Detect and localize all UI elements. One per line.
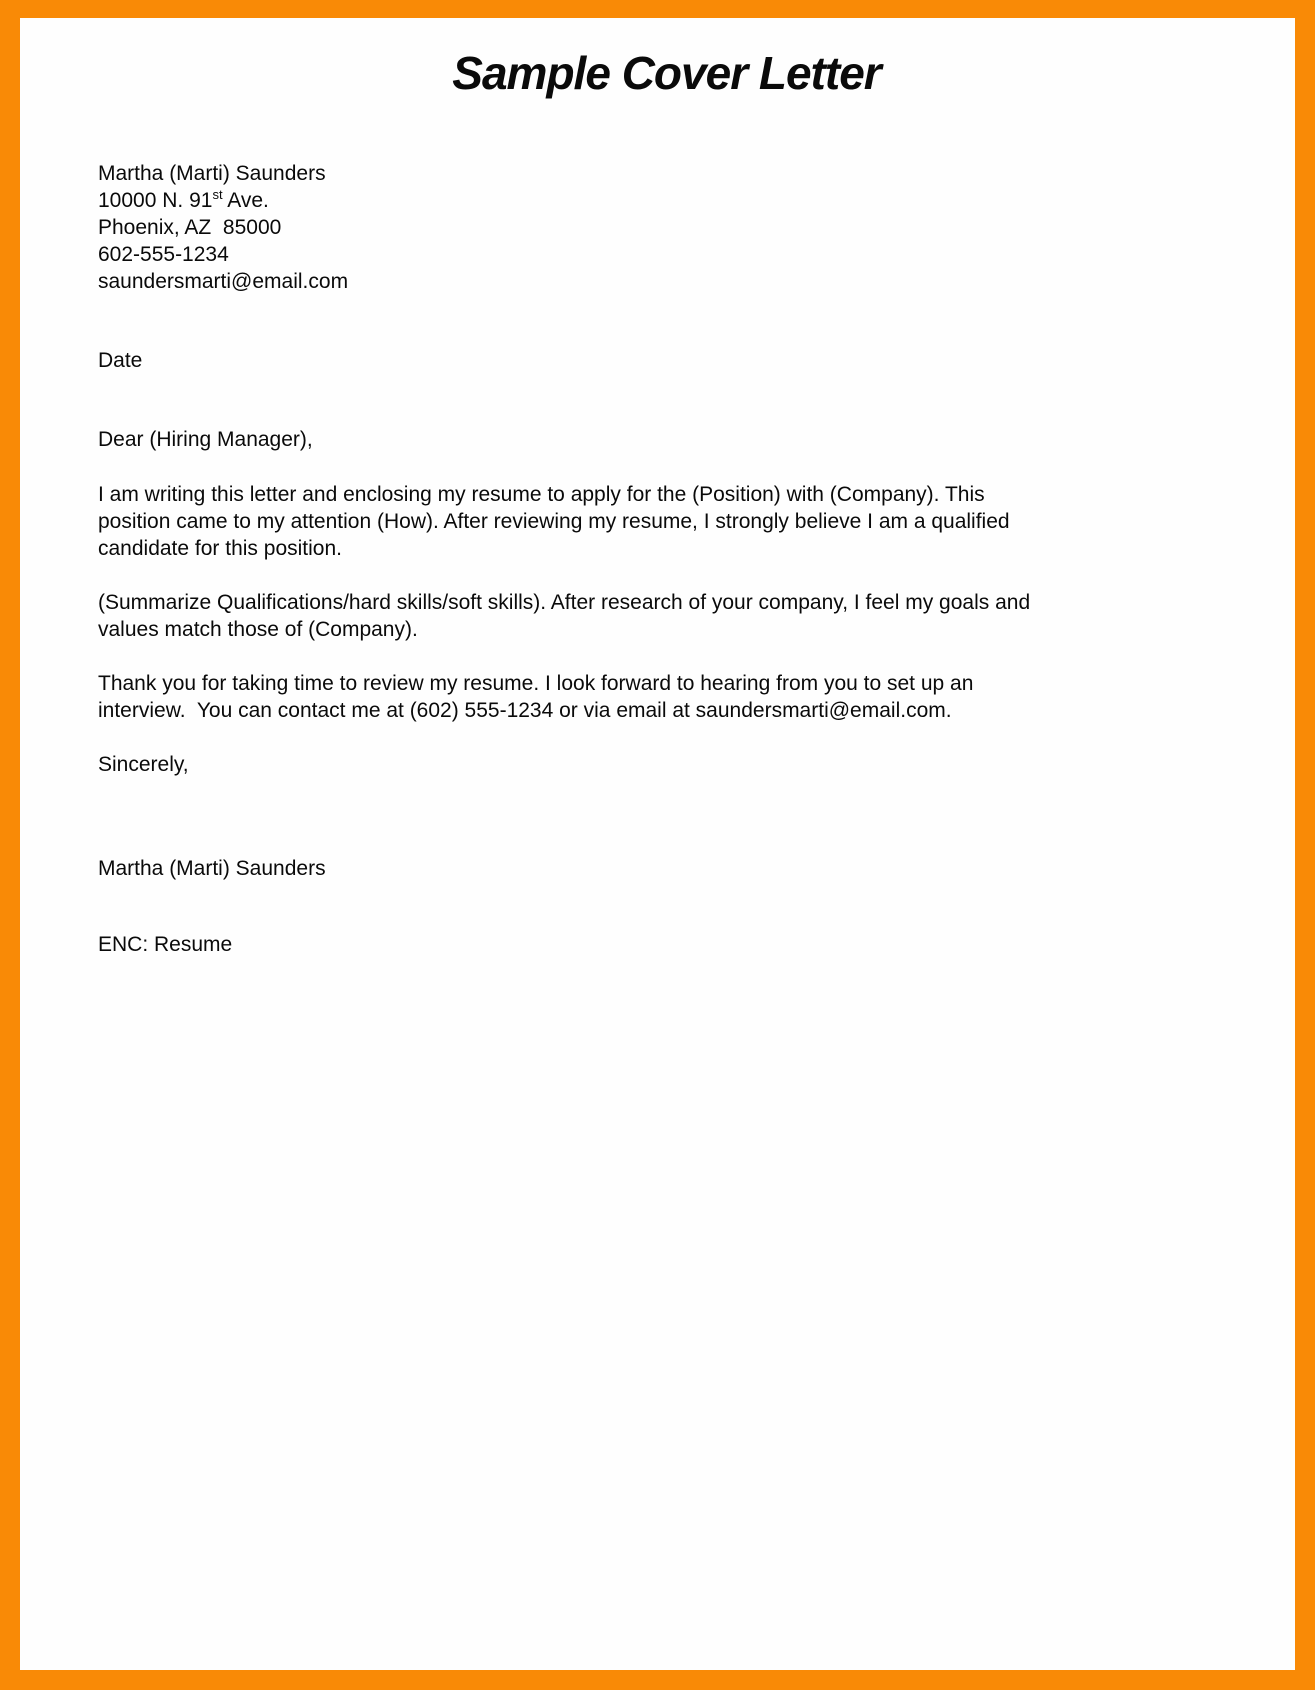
sender-name: Martha (Marti) Saunders	[98, 162, 326, 185]
salutation: Dear (Hiring Manager),	[98, 428, 313, 451]
signature-name: Martha (Marti) Saunders	[98, 857, 326, 880]
paragraph-line: (Summarize Qualifications/hard skills/soft skills). After research of your company, I feel my goals and	[98, 591, 1031, 614]
sender-street	[98, 187, 1235, 214]
paragraph-line: values match those of (Company).	[98, 618, 418, 641]
paragraph-line: interview. You can contact me at (602) 555-1234 or via email at saundersmarti@email.com.	[98, 699, 952, 722]
paragraph-line: Thank you for taking time to review my resume. I look forward to hearing from you to set up an	[98, 672, 974, 695]
paragraph-line: I am writing this letter and enclosing my resume to apply for the (Position) with (Company). This	[98, 483, 985, 506]
letter-page	[20, 18, 1295, 1670]
sender-street-prefix: 10000 N. 91	[98, 189, 213, 212]
paragraph-line: candidate for this position.	[98, 537, 342, 560]
date-placeholder: Date	[98, 349, 143, 372]
body-paragraph-3	[98, 670, 1235, 724]
closing: Sincerely,	[98, 753, 189, 776]
sender-street-ordinal: st	[212, 187, 223, 202]
body-paragraph-1	[98, 481, 1235, 562]
sender-email: saundersmarti@email.com	[98, 270, 349, 293]
body-paragraph-2	[98, 589, 1235, 643]
paragraph-line: position came to my attention (How). After reviewing my resume, I strongly believe I am a qualified	[98, 510, 1010, 533]
page-title: Sample Cover Letter	[452, 47, 881, 99]
sender-city-state-zip: Phoenix, AZ 85000	[98, 216, 282, 239]
sender-phone: 602-555-1234	[98, 243, 229, 266]
enclosure-note: ENC: Resume	[98, 933, 233, 956]
sender-address-block	[98, 160, 1235, 295]
sender-street-suffix: Ave.	[222, 189, 269, 212]
